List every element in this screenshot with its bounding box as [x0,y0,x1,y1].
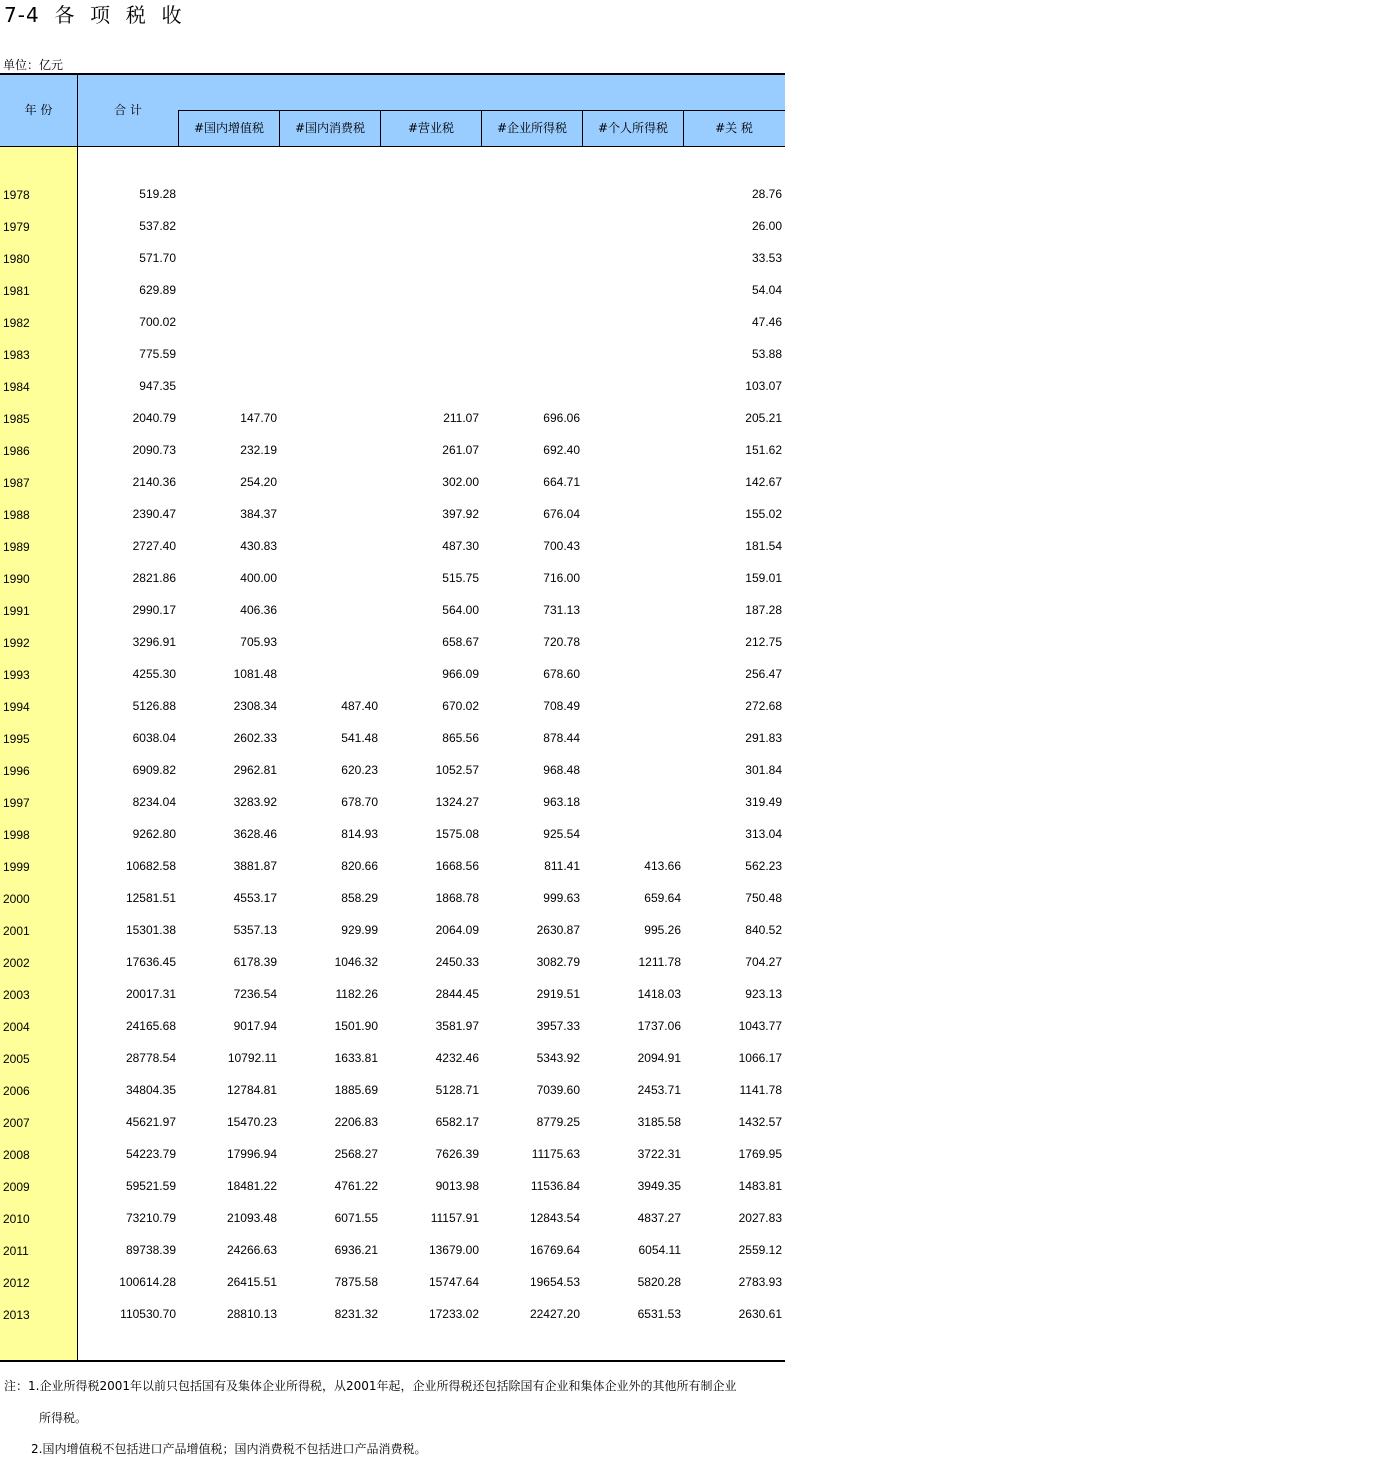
cell-customs-duty: 2630.61 [738,1307,782,1321]
table-row [0,754,785,786]
cell-personal-income-tax: 3949.35 [637,1179,681,1193]
table-row [0,402,785,434]
cell-business-tax: 397.92 [442,507,479,521]
cell-consumption-tax: 858.29 [341,891,378,905]
cell-consumption-tax: 814.93 [341,827,378,841]
cell-customs-duty: 1432.57 [738,1115,782,1129]
cell-consumption-tax: 7875.58 [334,1275,378,1289]
cell-consumption-tax: 4761.22 [334,1179,378,1193]
cell-total: 12581.51 [125,891,176,905]
cell-vat: 2602.33 [233,731,277,745]
cell-business-tax: 17233.02 [428,1307,479,1321]
cell-year: 1980 [3,252,30,266]
cell-customs-duty: 181.54 [745,539,782,553]
cell-business-tax: 966.09 [442,667,479,681]
cell-corporate-income-tax: 3957.33 [536,1019,580,1033]
cell-business-tax: 9013.98 [435,1179,479,1193]
cell-business-tax: 658.67 [442,635,479,649]
cell-business-tax: 2064.09 [435,923,479,937]
table-row [0,882,785,914]
cell-vat: 384.37 [240,507,277,521]
cell-vat: 406.36 [240,603,277,617]
table-row [0,658,785,690]
cell-business-tax: 2844.45 [435,987,479,1001]
cell-consumption-tax: 678.70 [341,795,378,809]
cell-customs-duty: 313.04 [745,827,782,841]
cell-consumption-tax: 929.99 [341,923,378,937]
cell-consumption-tax: 1046.32 [334,955,378,969]
cell-vat: 26415.51 [226,1275,277,1289]
cell-consumption-tax: 820.66 [341,859,378,873]
cell-business-tax: 211.07 [443,411,479,425]
cell-total: 45621.97 [125,1115,176,1129]
cell-business-tax: 13679.00 [428,1243,479,1257]
cell-business-tax: 1052.57 [435,763,479,777]
cell-total: 947.35 [139,379,176,393]
cell-customs-duty: 562.23 [745,859,782,873]
table-row [0,1010,785,1042]
cell-total: 20017.31 [125,987,176,1001]
cell-vat: 147.70 [240,411,277,425]
table-row [0,690,785,722]
unit-label: 单位：亿元 [3,58,64,72]
cell-customs-duty: 1043.77 [738,1019,782,1033]
table-row [0,786,785,818]
cell-business-tax: 487.30 [442,539,479,553]
cell-consumption-tax: 6071.55 [334,1211,378,1225]
note-1-continued: 所得税。 [39,1411,88,1425]
table-row [0,274,785,306]
cell-corporate-income-tax: 963.18 [543,795,580,809]
cell-vat: 254.20 [240,475,277,489]
cell-year: 1979 [3,220,30,234]
cell-corporate-income-tax: 16769.64 [529,1243,580,1257]
cell-customs-duty: 1769.95 [738,1147,782,1161]
cell-total: 4255.30 [132,667,176,681]
cell-customs-duty: 53.88 [751,347,782,361]
cell-customs-duty: 750.48 [745,891,782,905]
cell-personal-income-tax: 1418.03 [637,987,681,1001]
cell-vat: 705.93 [240,635,277,649]
cell-year: 2009 [3,1180,30,1194]
table-row [0,1298,785,1330]
cell-corporate-income-tax: 5343.92 [536,1051,580,1065]
cell-personal-income-tax: 995.26 [644,923,681,937]
cell-year: 2006 [3,1084,30,1098]
header-total: 合 计 [114,103,142,117]
cell-business-tax: 4232.46 [435,1051,479,1065]
cell-business-tax: 3581.97 [435,1019,479,1033]
cell-year: 2004 [3,1020,30,1034]
cell-business-tax: 2450.33 [435,955,479,969]
cell-total: 2821.86 [132,571,176,585]
table-row [0,594,785,626]
table-row [0,210,785,242]
cell-business-tax: 1868.78 [435,891,479,905]
cell-personal-income-tax: 3185.58 [637,1115,681,1129]
cell-corporate-income-tax: 676.04 [543,507,580,521]
header-bottom-rule [0,146,785,147]
cell-business-tax: 15747.64 [428,1275,479,1289]
table-row [0,530,785,562]
cell-year: 1999 [3,860,30,874]
cell-customs-duty: 47.46 [751,315,782,329]
cell-customs-duty: 187.28 [745,603,782,617]
cell-total: 15301.38 [125,923,176,937]
cell-total: 10682.58 [125,859,176,873]
cell-consumption-tax: 1633.81 [334,1051,378,1065]
cell-year: 2001 [3,924,30,938]
cell-total: 2390.47 [132,507,176,521]
cell-consumption-tax: 8231.32 [334,1307,378,1321]
cell-personal-income-tax: 6054.11 [638,1243,681,1257]
cell-year: 1978 [3,188,30,202]
cell-corporate-income-tax: 925.54 [543,827,580,841]
header-corporate-income-tax: #企业所得税 [496,121,568,135]
cell-customs-duty: 256.47 [745,667,782,681]
cell-customs-duty: 142.67 [745,475,782,489]
table-row [0,1170,785,1202]
cell-total: 34804.35 [125,1083,176,1097]
cell-customs-duty: 272.68 [745,699,782,713]
cell-year: 1984 [3,380,30,394]
cell-vat: 1081.48 [233,667,277,681]
cell-total: 2990.17 [132,603,176,617]
cell-vat: 18481.22 [226,1179,277,1193]
cell-total: 28778.54 [125,1051,176,1065]
table-row [0,498,785,530]
cell-total: 519.28 [139,187,176,201]
cell-total: 2040.79 [132,411,176,425]
cell-customs-duty: 33.53 [751,251,782,265]
cell-year: 2012 [3,1276,30,1290]
cell-year: 2007 [3,1116,30,1130]
table-row [0,370,785,402]
cell-corporate-income-tax: 3082.79 [536,955,580,969]
cell-corporate-income-tax: 999.63 [543,891,580,905]
cell-corporate-income-tax: 11536.84 [530,1179,580,1193]
cell-year: 2011 [3,1244,29,1258]
cell-business-tax: 5128.71 [435,1083,479,1097]
cell-business-tax: 11157.91 [430,1211,479,1225]
cell-consumption-tax: 6936.21 [334,1243,378,1257]
cell-total: 24165.68 [125,1019,176,1033]
cell-business-tax: 1324.27 [435,795,479,809]
cell-customs-duty: 1066.17 [738,1051,782,1065]
header-vat: #国内增值税 [193,121,265,135]
cell-total: 54223.79 [125,1147,176,1161]
cell-vat: 3881.87 [233,859,277,873]
cell-corporate-income-tax: 678.60 [543,667,580,681]
cell-total: 3296.91 [132,635,176,649]
cell-total: 5126.88 [132,699,176,713]
cell-customs-duty: 26.00 [751,219,782,233]
cell-year: 1995 [3,732,30,746]
cell-consumption-tax: 1885.69 [334,1083,378,1097]
cell-total: 2090.73 [132,443,176,457]
cell-total: 110530.70 [120,1307,176,1321]
cell-customs-duty: 704.27 [745,955,782,969]
table-row [0,722,785,754]
cell-year: 2010 [3,1212,30,1226]
table-row [0,1106,785,1138]
cell-customs-duty: 840.52 [745,923,782,937]
cell-business-tax: 302.00 [442,475,479,489]
cell-consumption-tax: 2568.27 [334,1147,378,1161]
table-row [0,626,785,658]
cell-year: 1983 [3,348,30,362]
cell-consumption-tax: 620.23 [341,763,378,777]
cell-corporate-income-tax: 19654.53 [529,1275,580,1289]
cell-total: 2727.40 [132,539,176,553]
cell-total: 9262.80 [132,827,176,841]
cell-corporate-income-tax: 11175.63 [531,1147,580,1161]
table-row [0,178,785,210]
header-consumption-tax: #国内消费税 [294,121,366,135]
cell-year: 2005 [3,1052,30,1066]
cell-corporate-income-tax: 720.78 [543,635,580,649]
cell-personal-income-tax: 3722.31 [637,1147,681,1161]
cell-total: 571.70 [139,251,176,265]
note-1: 注：1.企业所得税2001年以前只包括国有及集体企业所得税，从2001年起，企业所得税还包括除国有企业和集体企业外的其他所有制企业 [4,1379,737,1393]
cell-customs-duty: 159.01 [745,571,782,585]
cell-total: 775.59 [139,347,176,361]
cell-vat: 3628.46 [233,827,277,841]
cell-corporate-income-tax: 664.71 [543,475,580,489]
table-row [0,1202,785,1234]
header-customs-duty: #关 税 [715,121,753,135]
cell-personal-income-tax: 659.64 [644,891,681,905]
cell-customs-duty: 319.49 [745,795,782,809]
cell-personal-income-tax: 413.66 [644,859,681,873]
cell-total: 89738.39 [125,1243,176,1257]
cell-vat: 430.83 [240,539,277,553]
cell-personal-income-tax: 2094.91 [637,1051,681,1065]
cell-total: 6038.04 [132,731,176,745]
cell-customs-duty: 212.75 [745,635,782,649]
cell-year: 1987 [3,476,30,490]
table-row [0,946,785,978]
cell-customs-duty: 103.07 [745,379,782,393]
cell-total: 537.82 [139,219,176,233]
cell-business-tax: 6582.17 [435,1115,479,1129]
cell-year: 1997 [3,796,30,810]
cell-year: 1982 [3,316,30,330]
cell-vat: 6178.39 [233,955,277,969]
cell-vat: 28810.13 [226,1307,277,1321]
cell-customs-duty: 205.21 [745,411,782,425]
cell-corporate-income-tax: 8779.25 [536,1115,580,1129]
cell-vat: 9017.94 [233,1019,277,1033]
cell-year: 1994 [3,700,30,714]
cell-year: 1990 [3,572,30,586]
header-business-tax: #营业税 [407,121,455,135]
cell-vat: 400.00 [240,571,277,585]
cell-customs-duty: 923.13 [745,987,782,1001]
table-row [0,818,785,850]
cell-corporate-income-tax: 2919.51 [536,987,580,1001]
cell-personal-income-tax: 6531.53 [637,1307,681,1321]
cell-vat: 24266.63 [226,1243,277,1257]
cell-total: 2140.36 [132,475,176,489]
cell-business-tax: 564.00 [442,603,479,617]
cell-total: 73210.79 [125,1211,176,1225]
cell-corporate-income-tax: 692.40 [543,443,580,457]
cell-vat: 4553.17 [233,891,277,905]
header-year: 年 份 [24,103,53,117]
cell-vat: 7236.54 [233,987,277,1001]
cell-vat: 21093.48 [226,1211,277,1225]
cell-total: 8234.04 [132,795,176,809]
cell-consumption-tax: 1501.90 [334,1019,378,1033]
cell-customs-duty: 2559.12 [738,1243,782,1257]
cell-corporate-income-tax: 696.06 [543,411,580,425]
table-row [0,242,785,274]
table-row [0,434,785,466]
table-row [0,1074,785,1106]
table-title: 7-4 各 项 税 收 [4,3,183,27]
cell-customs-duty: 28.76 [751,187,782,201]
cell-total: 700.02 [139,315,176,329]
cell-year: 2002 [3,956,30,970]
cell-business-tax: 670.02 [442,699,479,713]
cell-customs-duty: 155.02 [745,507,782,521]
cell-business-tax: 1668.56 [435,859,479,873]
table-row [0,1042,785,1074]
cell-customs-duty: 291.83 [745,731,782,745]
cell-personal-income-tax: 4837.27 [637,1211,681,1225]
cell-vat: 2308.34 [233,699,277,713]
cell-total: 17636.45 [125,955,176,969]
cell-year: 1985 [3,412,30,426]
cell-corporate-income-tax: 22427.20 [529,1307,580,1321]
cell-consumption-tax: 1182.26 [335,987,378,1001]
cell-vat: 2962.81 [233,763,277,777]
cell-total: 629.89 [139,283,176,297]
header-personal-income-tax: #个人所得税 [597,121,669,135]
note-2: 2.国内增值税不包括进口产品增值税；国内消费税不包括进口产品消费税。 [31,1442,427,1456]
table-row [0,562,785,594]
cell-vat: 15470.23 [226,1115,277,1129]
cell-customs-duty: 2783.93 [738,1275,782,1289]
cell-customs-duty: 301.84 [745,763,782,777]
cell-total: 59521.59 [125,1179,176,1193]
cell-year: 1996 [3,764,30,778]
cell-business-tax: 865.56 [442,731,479,745]
cell-corporate-income-tax: 716.00 [543,571,580,585]
cell-consumption-tax: 2206.83 [334,1115,378,1129]
cell-year: 2000 [3,892,30,906]
cell-customs-duty: 2027.83 [738,1211,782,1225]
table-row [0,338,785,370]
cell-business-tax: 1575.08 [435,827,479,841]
cell-vat: 3283.92 [233,795,277,809]
cell-business-tax: 515.75 [442,571,479,585]
table-row [0,850,785,882]
cell-vat: 232.19 [240,443,277,457]
cell-year: 1981 [3,284,30,298]
cell-year: 1989 [3,540,30,554]
cell-total: 100614.28 [119,1275,176,1289]
cell-corporate-income-tax: 708.49 [543,699,580,713]
cell-business-tax: 7626.39 [435,1147,479,1161]
cell-personal-income-tax: 1737.06 [637,1019,681,1033]
cell-vat: 12784.81 [226,1083,277,1097]
cell-consumption-tax: 541.48 [341,731,378,745]
cell-corporate-income-tax: 12843.54 [529,1211,580,1225]
cell-business-tax: 261.07 [442,443,479,457]
cell-year: 1992 [3,636,30,650]
cell-corporate-income-tax: 700.43 [543,539,580,553]
cell-vat: 17996.94 [226,1147,277,1161]
cell-personal-income-tax: 1211.78 [638,955,681,969]
table-row [0,1234,785,1266]
cell-personal-income-tax: 2453.71 [637,1083,681,1097]
table-row [0,978,785,1010]
cell-consumption-tax: 487.40 [341,699,378,713]
cell-corporate-income-tax: 811.41 [544,859,580,873]
cell-customs-duty: 54.04 [751,283,782,297]
cell-year: 2013 [3,1308,30,1322]
cell-corporate-income-tax: 2630.87 [536,923,580,937]
cell-corporate-income-tax: 968.48 [543,763,580,777]
cell-vat: 10792.11 [227,1051,277,1065]
cell-year: 2008 [3,1148,30,1162]
cell-customs-duty: 1141.78 [739,1083,782,1097]
cell-year: 1991 [3,604,30,618]
cell-year: 1993 [3,668,30,682]
cell-year: 1998 [3,828,30,842]
cell-personal-income-tax: 5820.28 [637,1275,681,1289]
table-row [0,466,785,498]
cell-total: 6909.82 [132,763,176,777]
cell-customs-duty: 151.62 [745,443,782,457]
table-bottom-rule [0,1360,785,1362]
table-row [0,306,785,338]
cell-corporate-income-tax: 878.44 [543,731,580,745]
header-sub-rule [179,110,785,111]
cell-year: 1988 [3,508,30,522]
cell-corporate-income-tax: 731.13 [543,603,580,617]
cell-year: 2003 [3,988,30,1002]
cell-vat: 5357.13 [233,923,277,937]
cell-corporate-income-tax: 7039.60 [536,1083,580,1097]
table-row [0,1266,785,1298]
cell-customs-duty: 1483.81 [738,1179,782,1193]
cell-year: 1986 [3,444,30,458]
table-row [0,1138,785,1170]
table-row [0,914,785,946]
